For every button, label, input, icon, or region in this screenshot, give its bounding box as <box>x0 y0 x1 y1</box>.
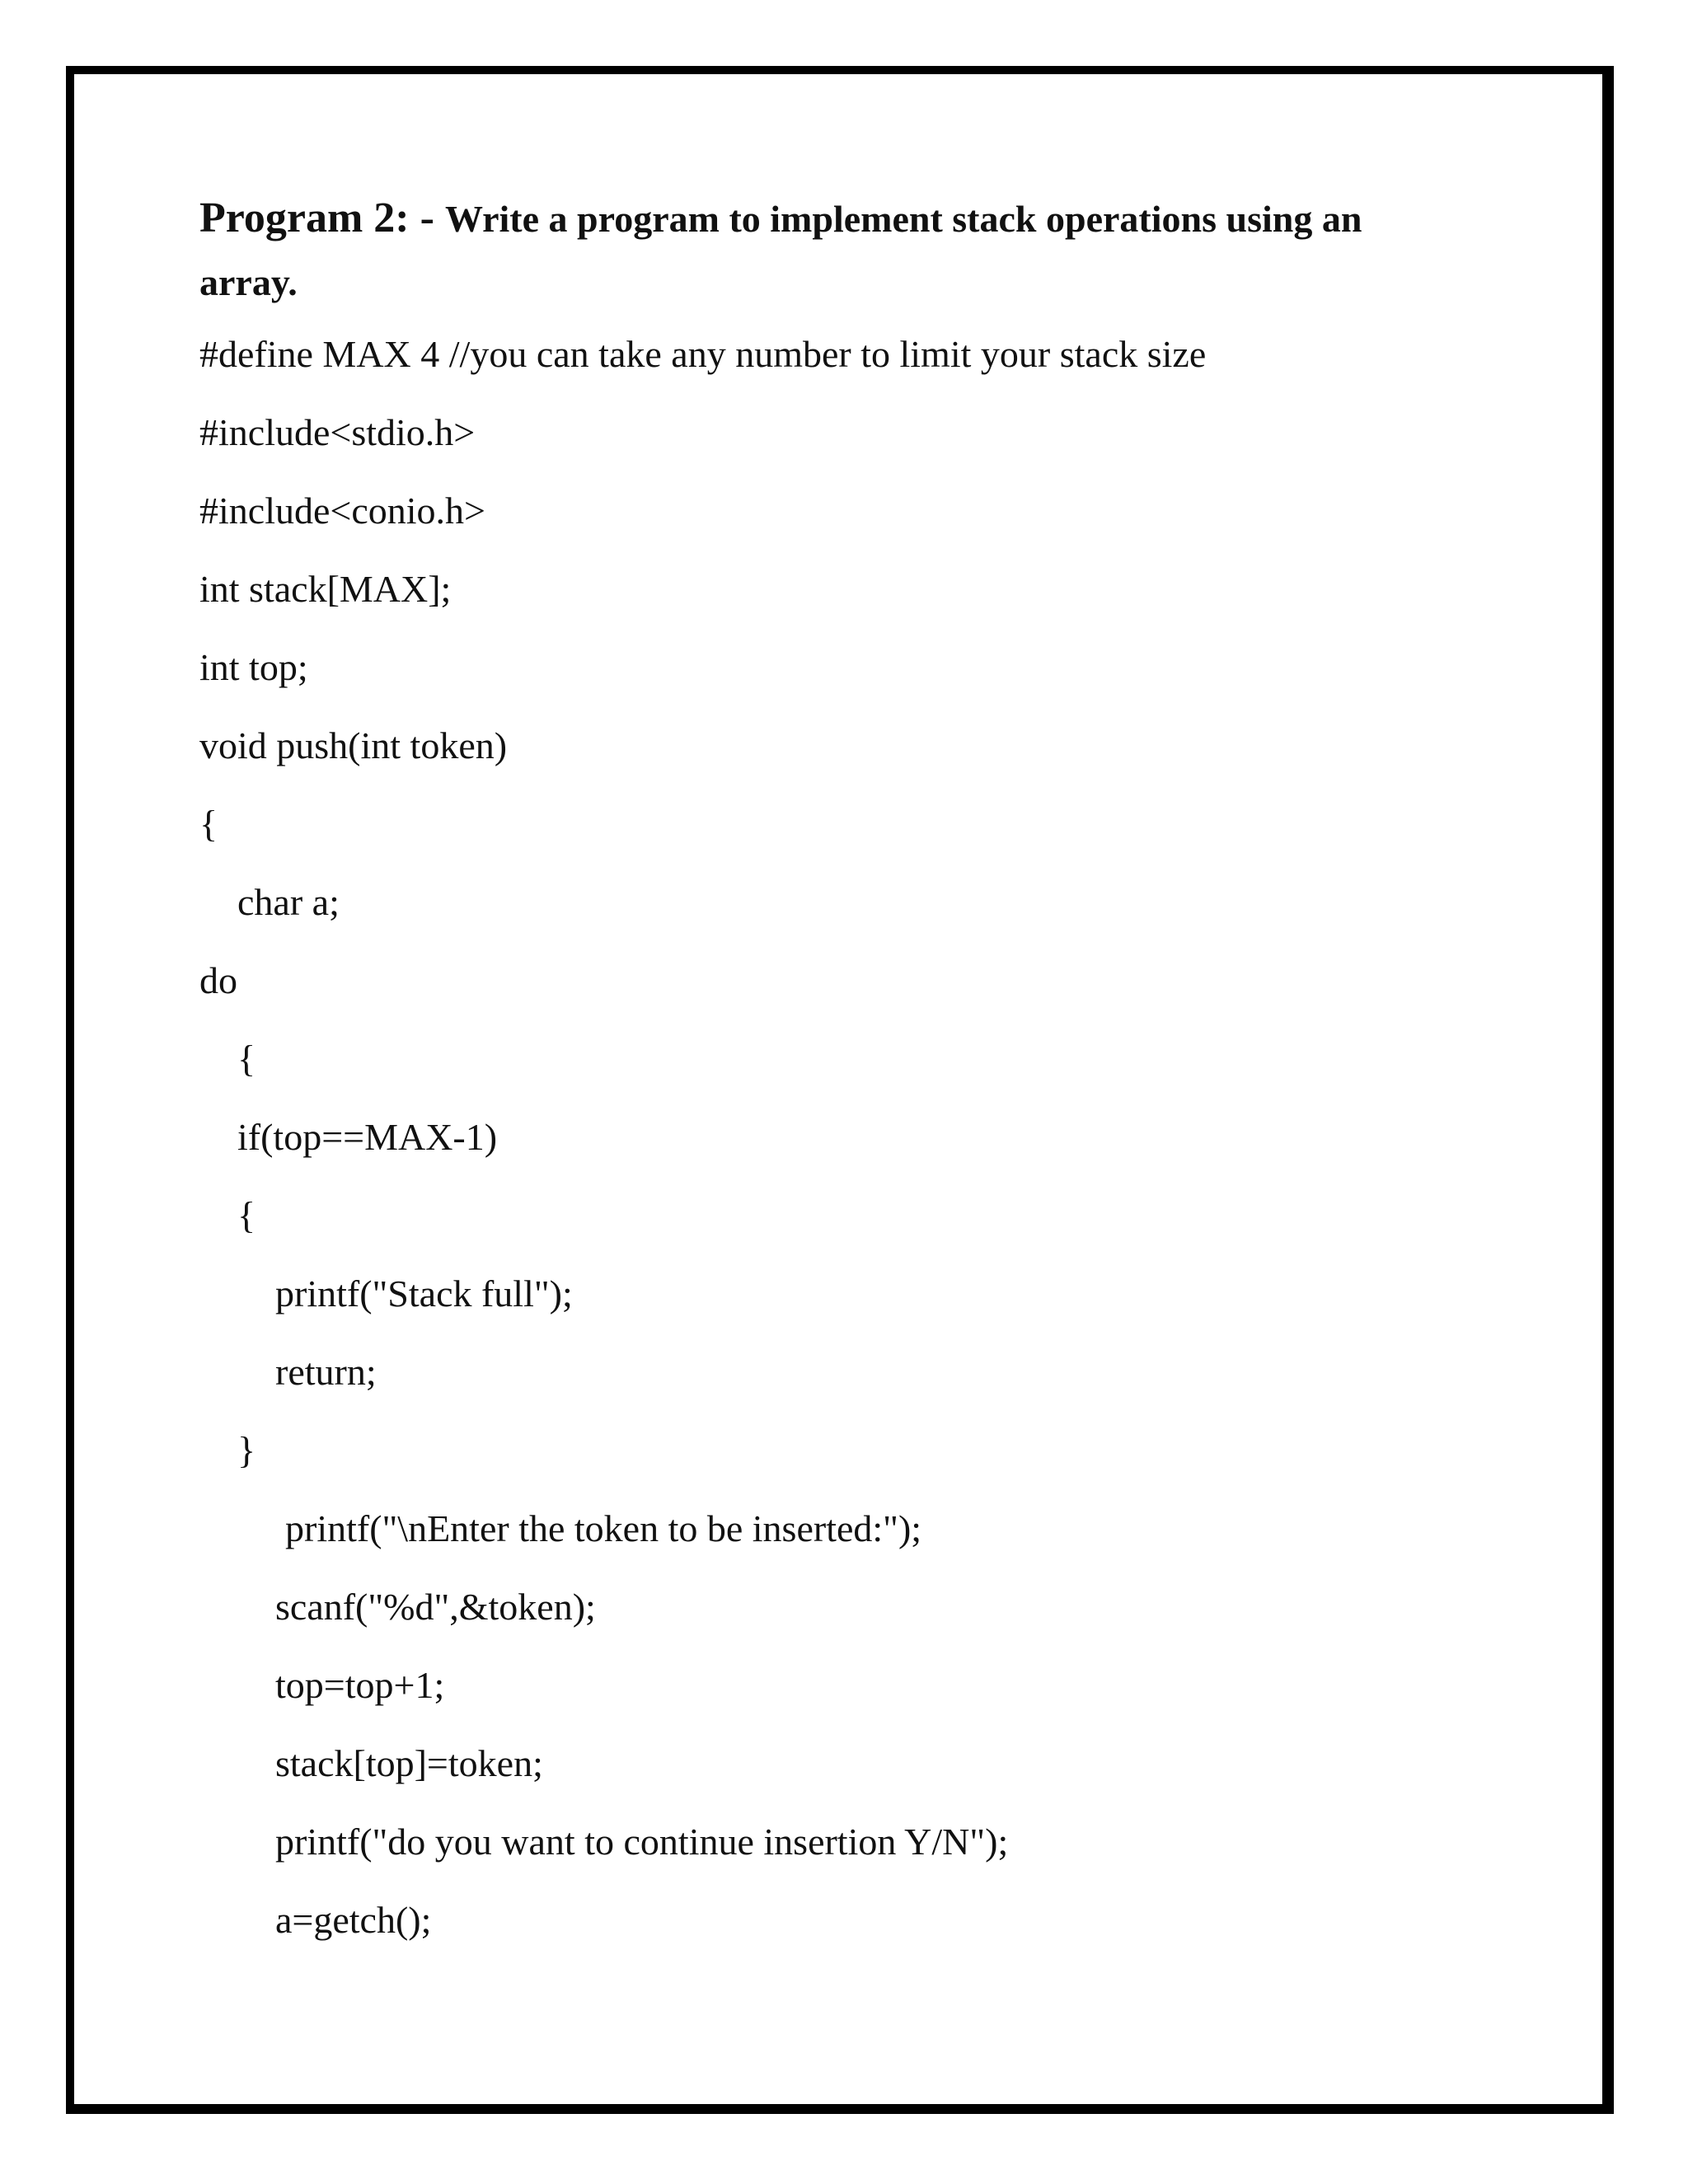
code-line: { <box>199 803 218 845</box>
code-line: if(top==MAX-1) <box>237 1116 498 1158</box>
program-heading <box>199 191 1452 319</box>
code-line: printf("do you want to continue insertion Y/N"); <box>275 1821 1009 1863</box>
code-line: top=top+1; <box>275 1664 445 1706</box>
code-line: scanf("%d",&token); <box>275 1586 596 1628</box>
code-line: int stack[MAX]; <box>199 568 452 610</box>
code-line: return; <box>275 1351 377 1393</box>
code-line: } <box>237 1429 256 1471</box>
code-line: #include<stdio.h> <box>199 411 476 453</box>
code-line: #define MAX 4 //you can take any number to limit your stack size <box>199 333 1207 375</box>
code-line: do <box>199 959 237 1001</box>
code-line: printf("\nEnter the token to be inserted:"); <box>285 1507 922 1549</box>
program-label: Program 2: - <box>199 194 445 241</box>
code-line: { <box>237 1038 256 1080</box>
code-line: stack[top]=token; <box>275 1742 543 1784</box>
code-line: printf("Stack full"); <box>275 1272 573 1315</box>
code-line: char a; <box>237 881 340 923</box>
code-line: { <box>237 1194 256 1236</box>
code-line: a=getch(); <box>275 1899 432 1941</box>
code-line: #include<conio.h> <box>199 490 485 532</box>
program-description: Write a program to implement stack operations using an array. <box>199 198 1362 303</box>
code-line: int top; <box>199 646 308 688</box>
code-line: void push(int token) <box>199 724 508 766</box>
